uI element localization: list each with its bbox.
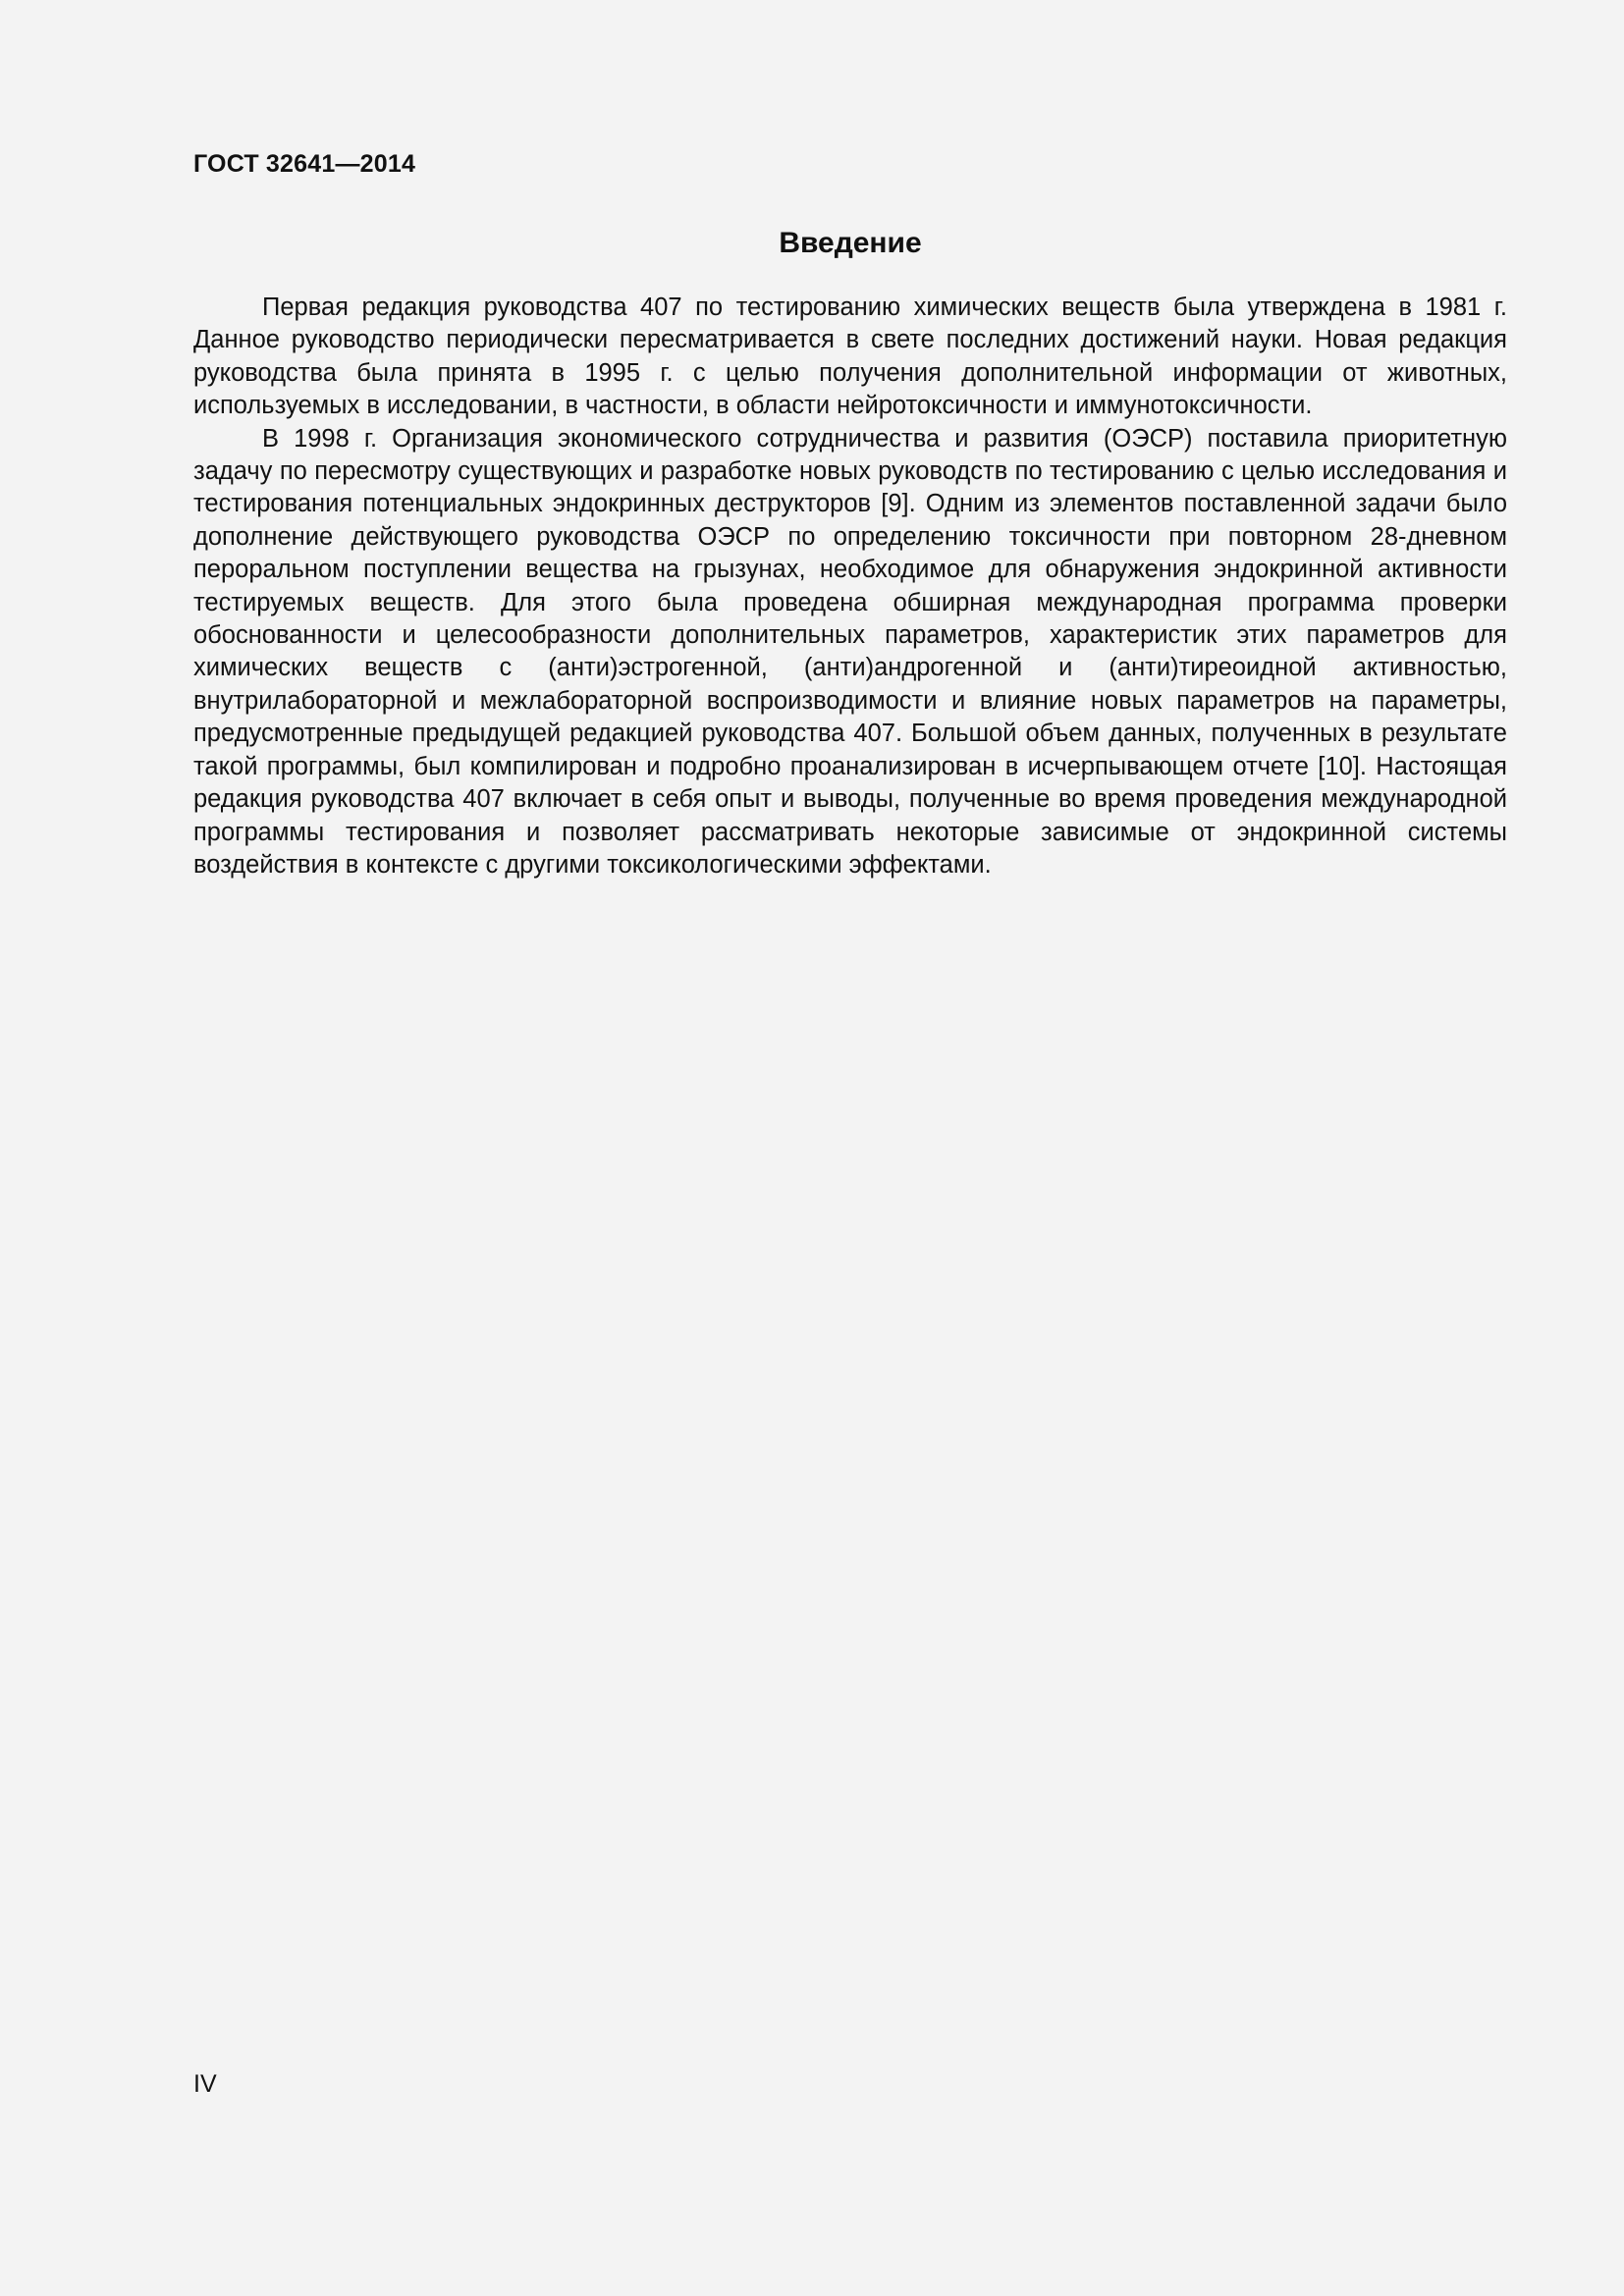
document-code: ГОСТ 32641—2014	[193, 150, 416, 178]
section-body	[193, 292, 1507, 881]
paragraph: Первая редакция руководства 407 по тестированию химических веществ была утверждена в 1981 г. Данное руководство периодически пересматривается в свете последних достижений науки. Новая редакция руководства была принята в 1995 г. с целью получения дополнительной информации от животных, используемых в исследовании, в частности, в области нейротоксичности и иммунотоксичности.	[193, 294, 1507, 420]
paragraph: В 1998 г. Организация экономического сотрудничества и развития (ОЭСР) поставила приоритетную задачу по пересмотру существующих и разработке новых руководств по тестированию с целью исследования и тестирования потенциальных эндокринных деструкторов [9]. Одним из элементов поставленной задачи было дополнение действующего руководства ОЭСР по определению токсичности при повторном 28-дневном пероральном поступлении вещества на грызунах, необходимое для обнаружения эндокринной активности тестируемых веществ. Для этого была проведена обширная международная программа проверки обоснованности и целесообразности дополнительных параметров, характеристик этих параметров для химических веществ с (анти)эстрогенной, (анти)андрогенной и (анти)тиреоидной активностью, внутрилабораторной и межлабораторной воспроизводимости и влияние новых параметров на параметры, предусмотренные предыдущей редакцией руководства 407. Большой объем данных, полученных в результате такой программы, был компилирован и подробно проанализирован в исчерпывающем отчете [10]. Настоящая редакция руководства 407 включает в себя опыт и выводы, полученные во время проведения международной программы тестирования и позволяет рассматривать некоторые зависимые от эндокринной системы воздействия в контексте с другими токсикологическими эффектами.	[193, 424, 1507, 879]
page-number: IV	[193, 2070, 217, 2098]
section-title: Введение	[779, 227, 922, 259]
